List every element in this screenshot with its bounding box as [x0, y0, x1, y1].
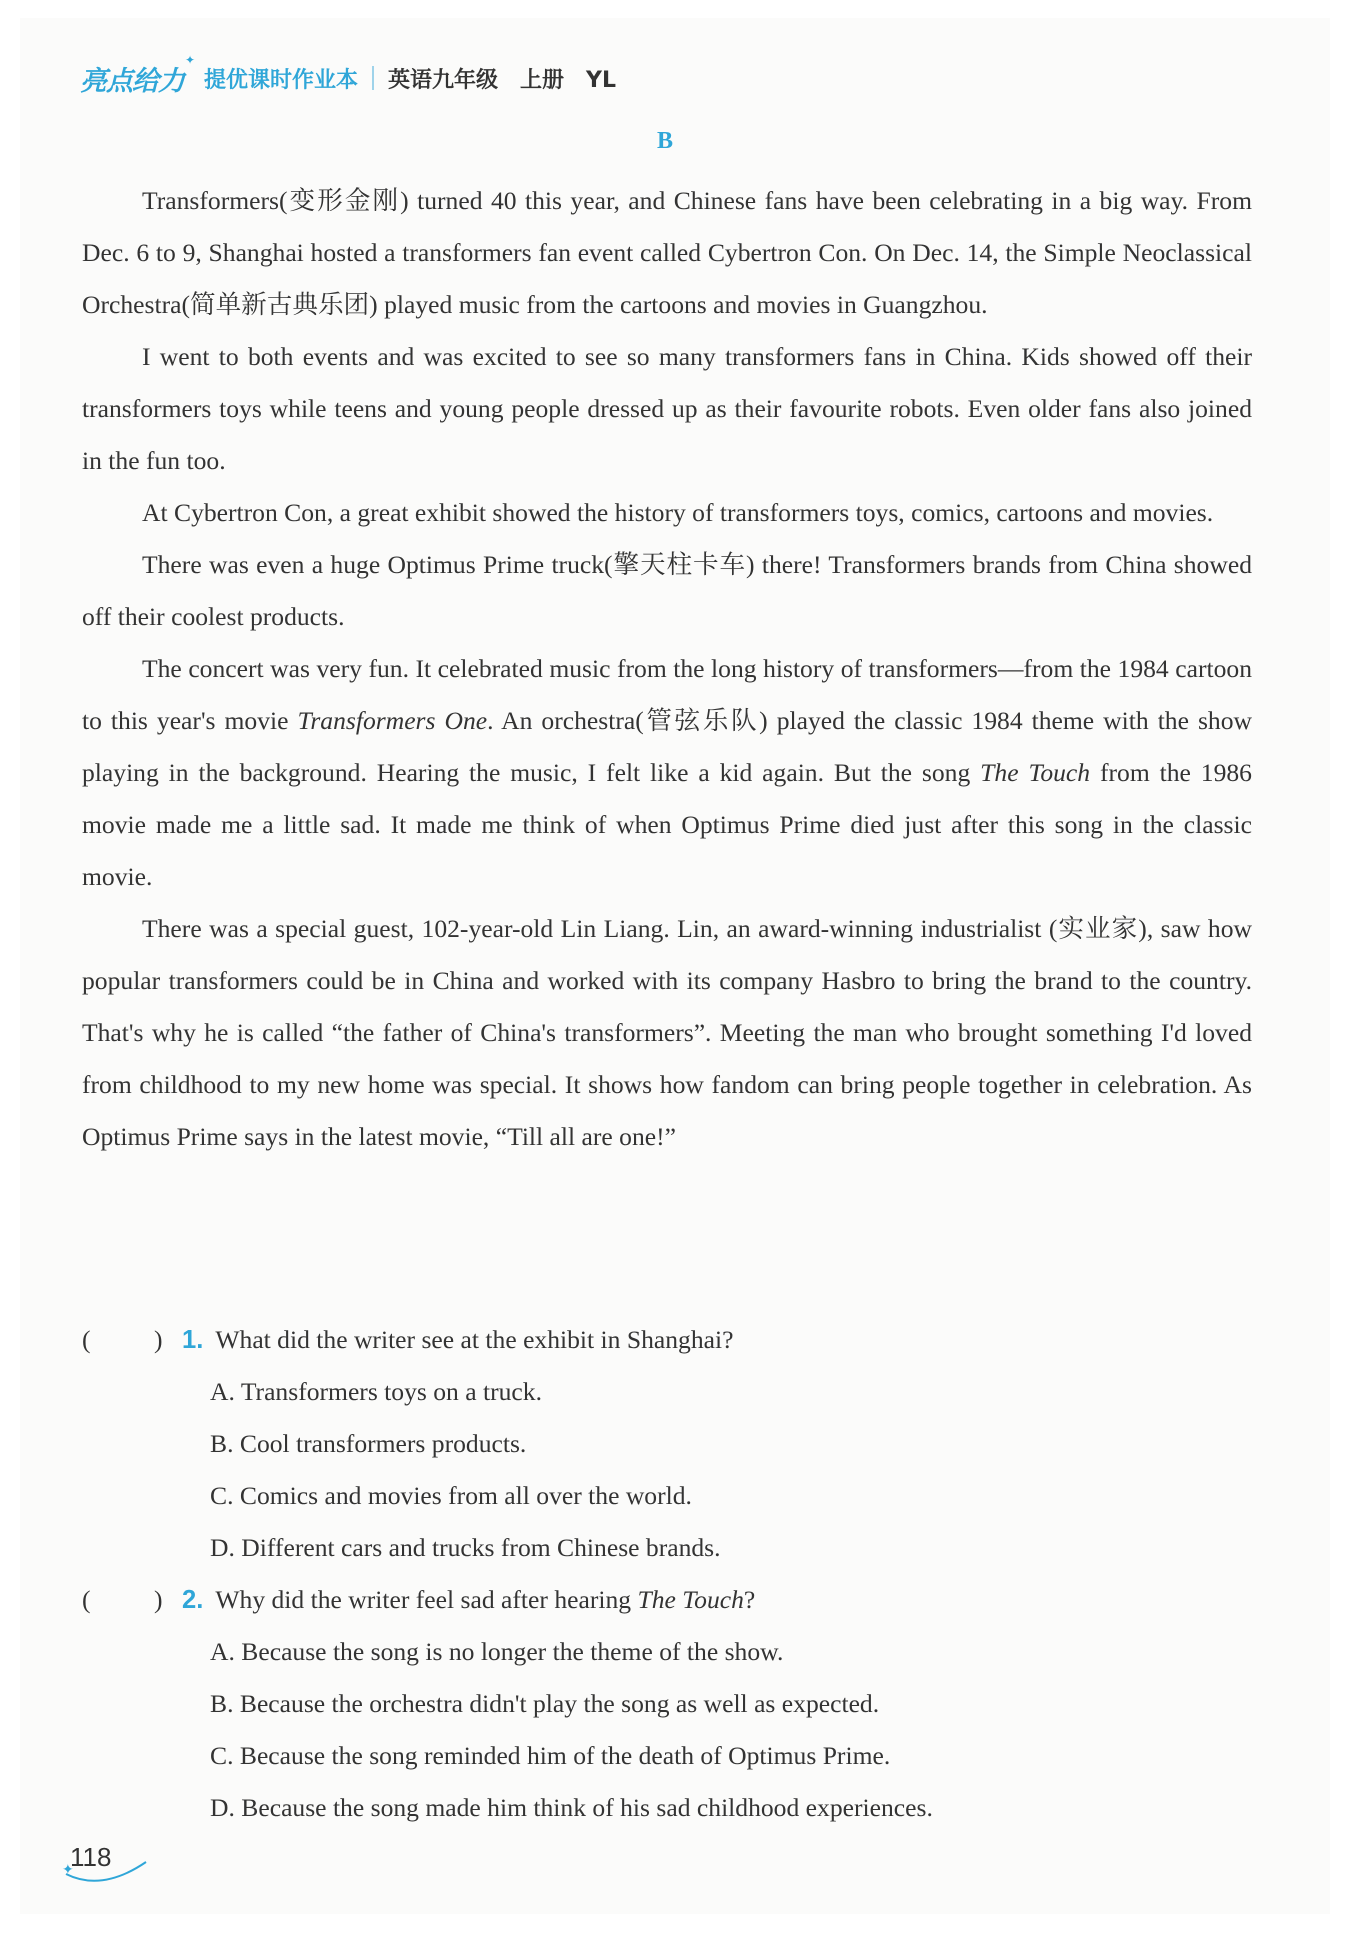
- question-number: 1.: [182, 1326, 204, 1354]
- answer-blank[interactable]: (: [82, 1325, 91, 1354]
- brand-logo: [80, 52, 194, 98]
- paragraph-text: At Cybertron Con, a great exhibit showed the history of transformers toys, comics, cartoons and movies.: [142, 498, 1214, 527]
- paragraph-text: The concert was very fun. It celebrated music from the long history of transformers—from the 1984 cartoon to this year's movie: [82, 654, 1252, 735]
- answer-blank[interactable]: (: [82, 1585, 91, 1614]
- passage-paragraph: [82, 331, 1252, 487]
- question-1: [82, 1314, 1252, 1366]
- paragraph-text: There was even a huge Optimus Prime truck(擎天柱卡车) there! Transformers brands from China showed off their coolest products.: [82, 550, 1252, 631]
- brand-logo-text: 亮点给力: [80, 65, 184, 97]
- answer-blank-close: ): [154, 1325, 163, 1354]
- option-c: C. Because the song reminded him of the death of Optimus Prime.: [210, 1741, 891, 1770]
- paragraph-text: . An orchestra(管弦乐队) played the classic 1984 theme with the show playing in the background. Hearing the music, I felt like a kid again. But the song: [82, 706, 1253, 787]
- subject-label: 英语九年级 上册 YL: [388, 67, 616, 93]
- page-header: [80, 52, 616, 98]
- star-icon: ✦: [184, 52, 194, 67]
- option-d: D. Because the song made him think of his sad childhood experiences.: [210, 1793, 933, 1822]
- option-a: A. Transformers toys on a truck.: [210, 1377, 542, 1406]
- paragraph-text: I went to both events and was excited to see so many transformers fans in China. Kids showed off their transformers toys while teens and young people dressed up as their favourite robots. Even older fans also joined in the fun too.: [82, 342, 1252, 475]
- section-letter: B: [656, 128, 673, 154]
- song-title: The Touch: [637, 1585, 744, 1614]
- passage-paragraph: [82, 487, 1252, 539]
- paragraph-text: Transformers(变形金刚) turned 40 this year, and Chinese fans have been celebrating in a big way. From Dec. 6 to 9, Shanghai hosted a transformers fan event called Cybertron Con. On Dec. 14, the Simple Neoclassical Orchestra(简单新古典乐团) played music from the cartoons and movies in Guangzhou.: [82, 186, 1252, 319]
- paragraph-text: from the 1986 movie made me a little sad. It made me think of when Optimus Prime died just after this song in the classic movie.: [82, 758, 1252, 891]
- question-number: 2.: [182, 1586, 204, 1614]
- reading-passage: [82, 175, 1252, 1163]
- series-title: 提优课时作业本: [204, 67, 359, 93]
- passage-paragraph: [82, 903, 1252, 1163]
- option-d: D. Different cars and trucks from Chinese brands.: [210, 1533, 721, 1562]
- question-2: [82, 1574, 1252, 1626]
- song-title: The Touch: [980, 758, 1091, 787]
- passage-paragraph: [82, 643, 1252, 903]
- passage-paragraph: [82, 539, 1252, 643]
- question-text: What did the writer see at the exhibit in Shanghai?: [215, 1325, 734, 1354]
- answer-blank-close: ): [154, 1585, 163, 1614]
- option-b: B. Cool transformers products.: [210, 1429, 527, 1458]
- option-b: B. Because the orchestra didn't play the song as well as expected.: [210, 1689, 880, 1718]
- question-text: Why did the writer feel sad after hearing The Touch?: [215, 1585, 756, 1614]
- passage-paragraph: [82, 175, 1252, 331]
- paragraph-text: There was a special guest, 102-year-old Lin Liang. Lin, an award-winning industrialist (实业家), saw how popular transformers could be in China and worked with its company Hasbro to bring the brand to the country. That's why he is called “the father of China's transformers”. Meeting the man who brought something I'd loved from childhood to my new home was special. It shows how fandom can bring people together in celebration. As Optimus Prime says in the latest movie, “Till all are one!”: [82, 914, 1252, 1151]
- option-c: C. Comics and movies from all over the world.: [210, 1481, 692, 1510]
- question-list: [82, 1314, 1252, 1834]
- page-number: 118: [70, 1842, 112, 1872]
- header-divider: [372, 66, 374, 90]
- option-a: A. Because the song is no longer the theme of the show.: [210, 1637, 784, 1666]
- movie-title: Transformers One: [297, 706, 488, 735]
- svg-text:✦: ✦: [62, 1863, 74, 1878]
